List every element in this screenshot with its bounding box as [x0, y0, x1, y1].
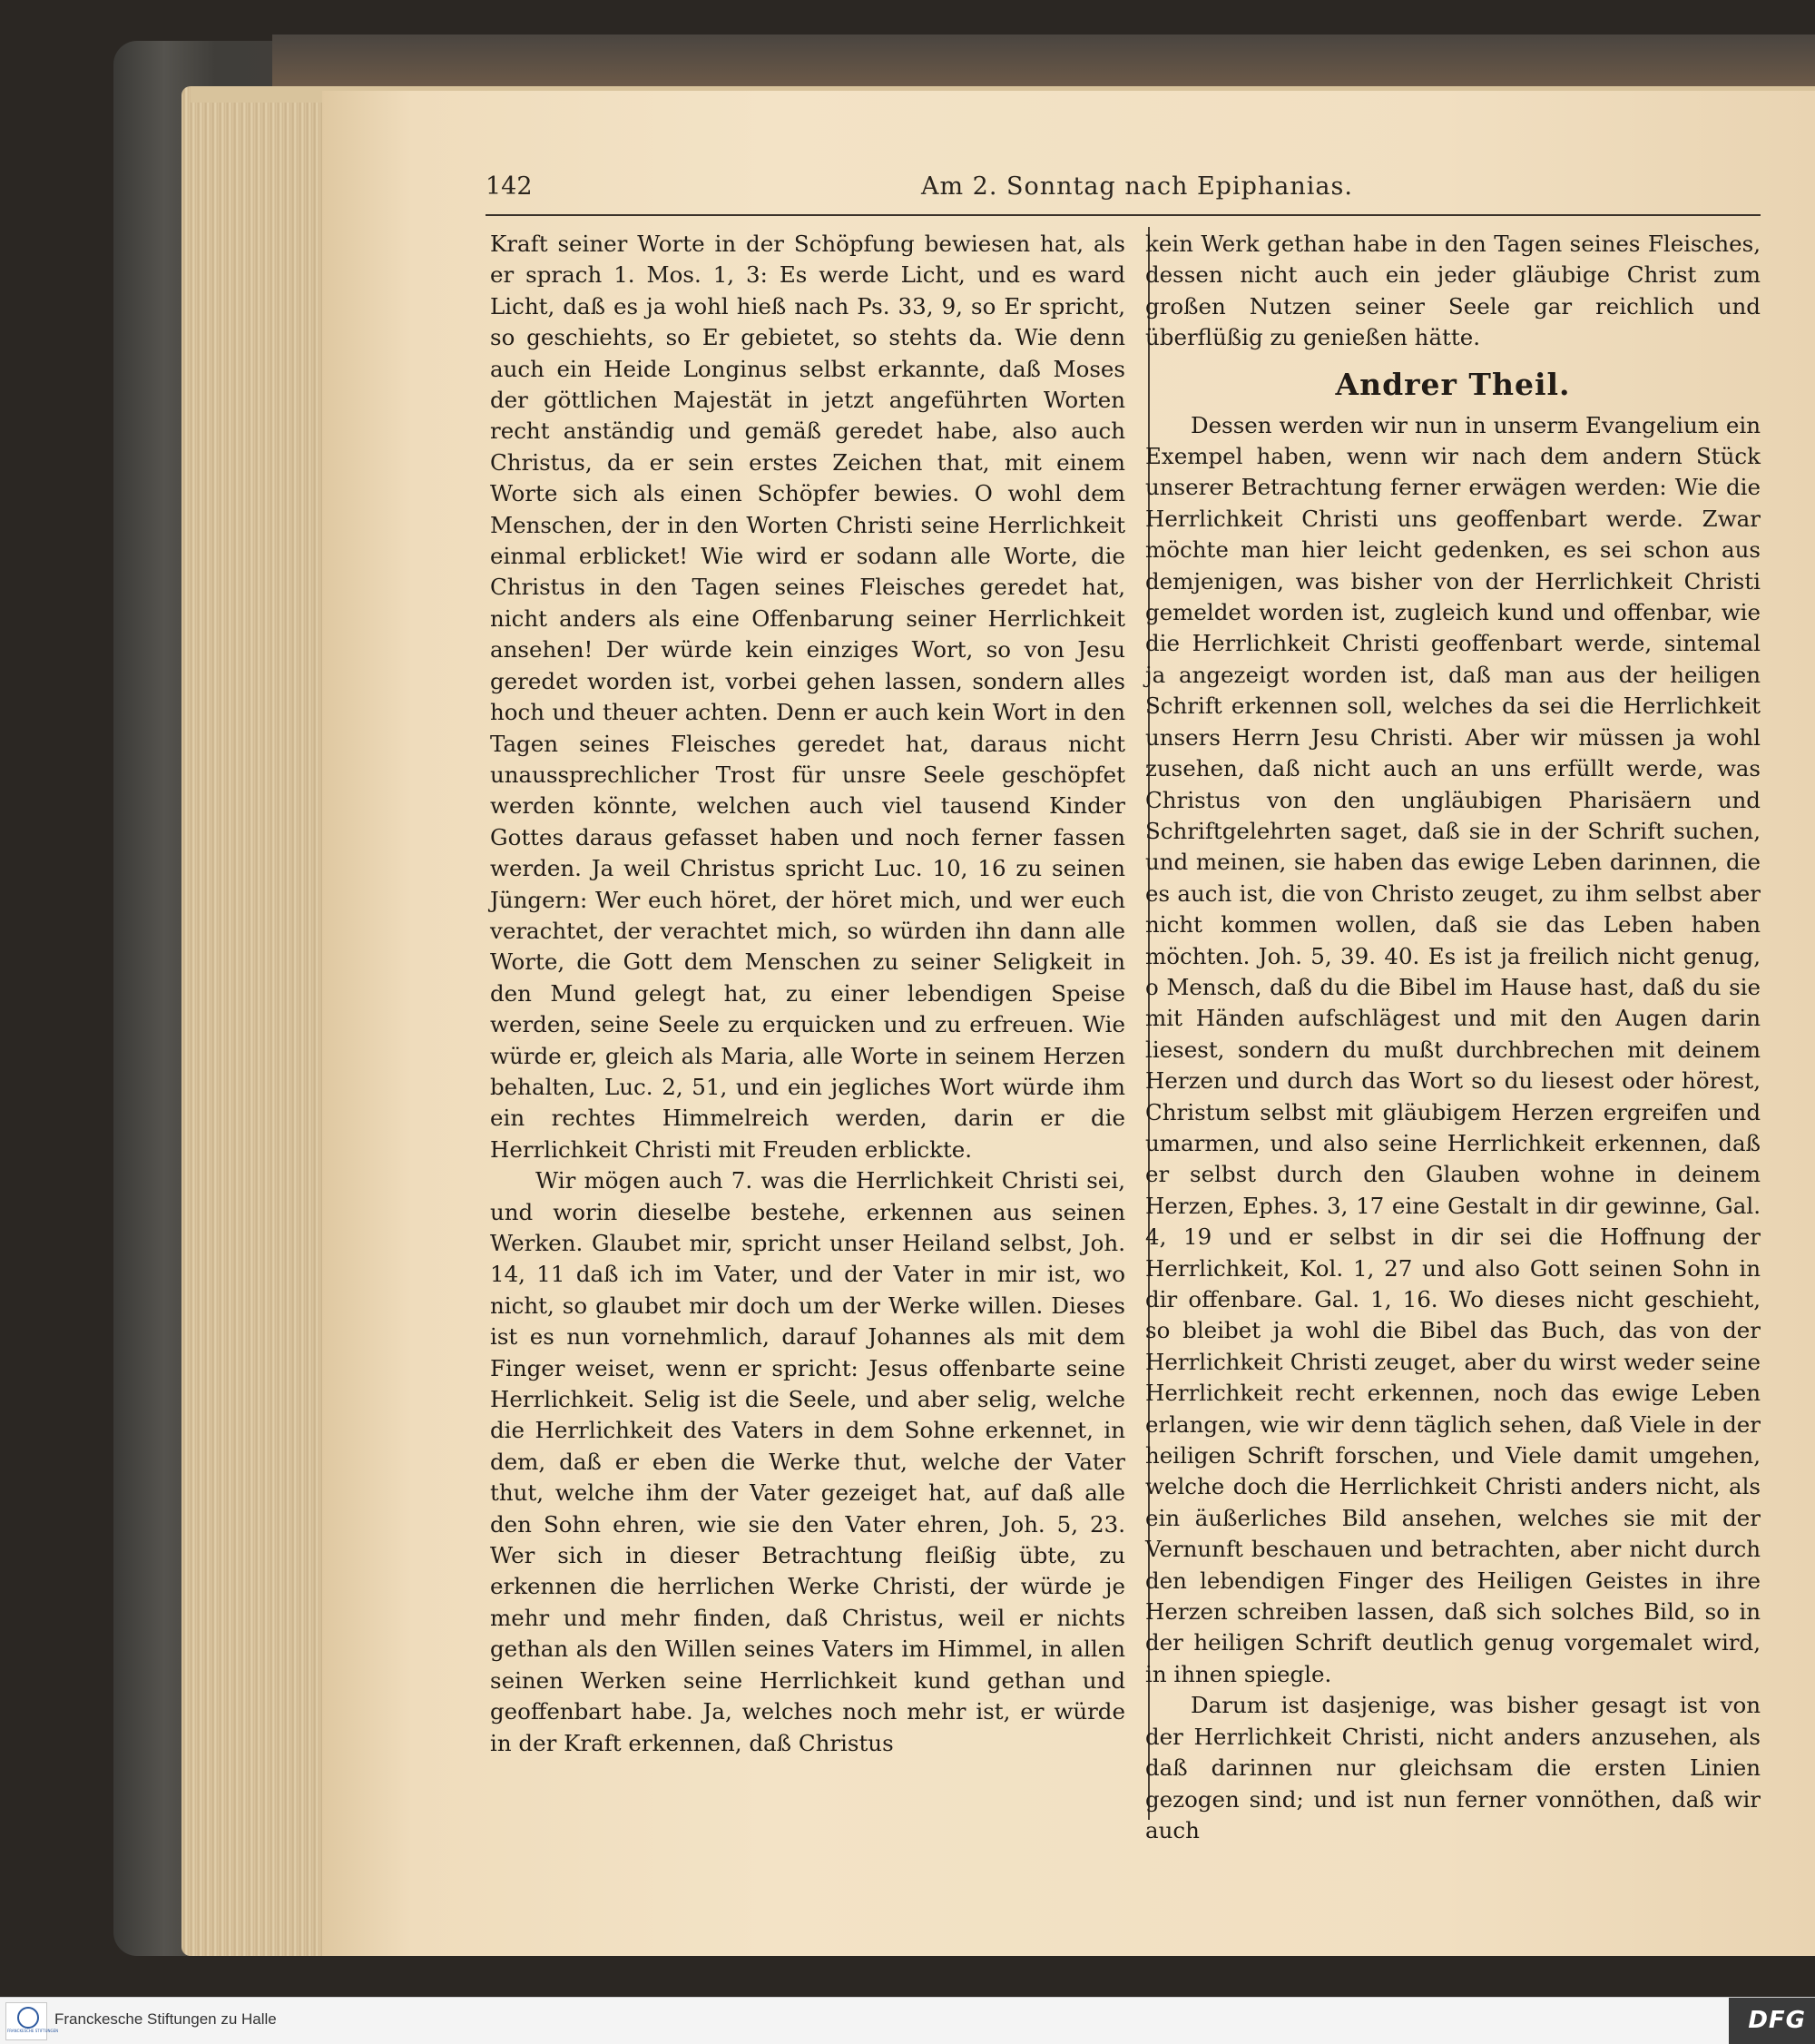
- institution-logo[interactable]: [5, 2002, 59, 2040]
- dfg-logo-text: DFG: [1748, 2007, 1806, 2034]
- right-paragraph-3: Darum ist dasjenige, was bisher gesagt ist von der Herrlichkeit Christi, nicht anders anzusehen, als daß darinnen nur gleichsam die ersten Linien gezogen sind; und ist nun ferner vonnöthen, daß wir auch: [1145, 1692, 1761, 1843]
- left-column: [490, 229, 1125, 1826]
- left-paragraph-2: Wir mögen auch 7. was die Herrlichkeit Christi sei, und worin dieselbe bestehe, erkennen aus seinen Werken. Glaubet mir, spricht unser Heiland selbst, Joh. 14, 11 daß ich im Vater, und der Vater in mir ist, wo nicht, so glaubet mir doch um der Werke willen. Dieses ist es nun vornehmlich, darauf Johannes als mit dem Finger weiset, wenn er spricht: Jesus offenbarte seine Herrlichkeit. Selig ist die Seele, und aber selig, welche die Herrlichkeit des Vaters in dem Sohne erkennet, in dem, daß er eben die Werke thut, welche der Vater thut, welche ihm der Vater gezeiget hat, auf daß alle den Sohn ehren, wie sie den Vater ehren, Joh. 5, 23. Wer sich in dieser Betrachtung fleißig übte, zu erkennen die herrlichen Werke Christi, der würde je mehr und mehr finden, daß Christus, weil er nichts gethan als den Willen seines Vaters im Himmel, in allen seinen Werken seine Herrlichkeit kund gethan und geoffenbart habe. Ja, welches noch mehr ist, er würde in der Kraft erkennen, daß Christus: [490, 1167, 1125, 1756]
- page-edges: [182, 86, 336, 1956]
- page-number: 142: [486, 172, 533, 201]
- institution-name[interactable]: Franckesche Stiftungen zu Halle: [54, 2010, 277, 2028]
- book-cover-top-edge: [272, 34, 1815, 89]
- logo-emblem-icon: [17, 2007, 39, 2029]
- right-paragraph-2: Dessen werden wir nun in unserm Evangelium ein Exempel haben, wenn wir nach dem andern Stück unserer Betrachtung ferner erwägen werden: Wie die Herrlichkeit Christi uns geoffenbart werde. Zwar möchte man hier leicht gedenken, es sei schon aus demjenigen, was bisher von der Herrlichkeit Christi gemeldet worden ist, zugleich kund und offenbar, wie die Herrlichkeit Christi geoffenbart werde, sintemal ja angezeigt worden ist, daß man aus der heiligen Schrift erkennen soll, welches da sei die Herrlichkeit unsers Herrn Jesu Christi. Aber wir müssen ja wohl zusehen, daß nicht auch an uns erfüllt werde, was Christus von den ungläubigen Pharisäern und Schriftgelehrten saget, daß sie in der Schrift suchen, und meinen, sie haben das ewige Leben darinnen, die es auch ist, die von Christo zeuget, zu ihm selbst aber nicht kommen wollen, daß sie das Leben haben möchten. Joh. 5, 39. 40. Es ist ja freilich nicht genug, o Mensch, daß du die Bibel im Hause hast, daß du sie mit Händen aufschlägest und mit den Augen darin liesest, sondern du mußt durchbrechen mit deinem Herzen und durch das Wort so du liesest oder hörest, Christum selbst mit gläubigem Herzen ergreifen und umarmen, und also seine Herrlichkeit erkennen, daß er selbst durch den Glauben wohne in deinem Herzen, Ephes. 3, 17 eine Gestalt in dir gewinne, Gal. 4, 19 und er selbst in dir sei die Hoffnung der Herrlichkeit, Kol. 1, 27 und also Gott seinen Sohn in dir offenbare. Gal. 1, 16. Wo dieses nicht geschieht, so bleibet ja wohl die Bibel das Buch, das von der Herrlichkeit Christi zeuget, aber du wirst weder seine Herrlichkeit recht erkennen, noch das ewige Leben erlangen, wie wir denn täglich sehen, daß Viele in der heiligen Schrift forschen, und Viele damit umgehen, welche doch die Herrlichkeit Christi anders nicht, als ein äußerliches Bild ansehen, welches sie mit der Vernunft beschauen und betrachten, aber nicht durch den lebendigen Finger des Heiligen Geistes in ihre Herzen schreiben lassen, daß sich solches Bild, so in der heiligen Schrift deutlich genug vorgemalet wird, in ihnen spiegle.: [1145, 411, 1761, 1687]
- right-paragraph-1: kein Werk gethan habe in den Tagen seines Fleisches, dessen nicht auch ein jeder gläubige Christ zum großen Nutzen seiner Seele gar reichlich und überflüßig zu genießen hätte.: [1145, 231, 1761, 351]
- page-header: [486, 172, 1761, 212]
- running-title: Am 2. Sonntag nach Epiphanias.: [921, 172, 1353, 201]
- left-paragraph-1: Kraft seiner Worte in der Schöpfung bewiesen hat, als er sprach 1. Mos. 1, 3: Es werde Licht, und es ward Licht, daß es ja wohl hieß nach Ps. 33, 9, so Er spricht, so geschiehts, so Er gebietet, so stehts da. Wie denn auch ein Heide Longinus selbst erkannte, daß Moses der göttlichen Majestät in jetzt angeführten Worten recht anständig und gemäß geredet habe, also auch Christus, da er sein erstes Zeichen that, mit einem Worte sich als einen Schöpfer bewies. O wohl dem Menschen, der in den Worten Christi seine Herrlichkeit einmal erblicket! Wie wird er sodann alle Worte, die Christus in den Tagen seines Fleisches geredet hat, nicht anders als eine Offenbarung seiner Herrlichkeit ansehen! Der würde kein einziges Wort, so von Jesu geredet worden ist, vorbei gehen lassen, sondern alles hoch und theuer achten. Denn er auch kein Wort in den Tagen seines Fleisches geredet hat, daraus nicht unaussprechlicher Trost für unsre Seele geschöpfet werden könnte, welchen auch viel tausend Kinder Gottes daraus gefasset haben und noch ferner fassen werden. Ja weil Christus spricht Luc. 10, 16 zu seinen Jüngern: Wer euch höret, der höret mich, und wer euch verachtet, der verachtet mich, so würden ihn dann alle Worte, die Gott dem Menschen zu seiner Seligkeit in den Mund gelegt hat, zu einer lebendigen Speise werden, seine Seele zu erquicken und zu erfreuen. Wie würde er, gleich als Maria, alle Worte in seinem Herzen behalten, Luc. 2, 51, und ein jegliches Wort würde ihm ein rechtes Himmelreich werden, darin er die Herrlichkeit Christi mit Freuden erblickte.: [490, 231, 1125, 1163]
- viewer-footer: [0, 1997, 1815, 2044]
- section-heading: Andrer Theil.: [1335, 366, 1571, 402]
- header-rule: [486, 214, 1761, 216]
- right-column: [1145, 229, 1761, 1843]
- logo-text: FRANCKESCHE STIFTUNGEN: [7, 2029, 59, 2033]
- dfg-logo[interactable]: [1729, 1998, 1815, 2044]
